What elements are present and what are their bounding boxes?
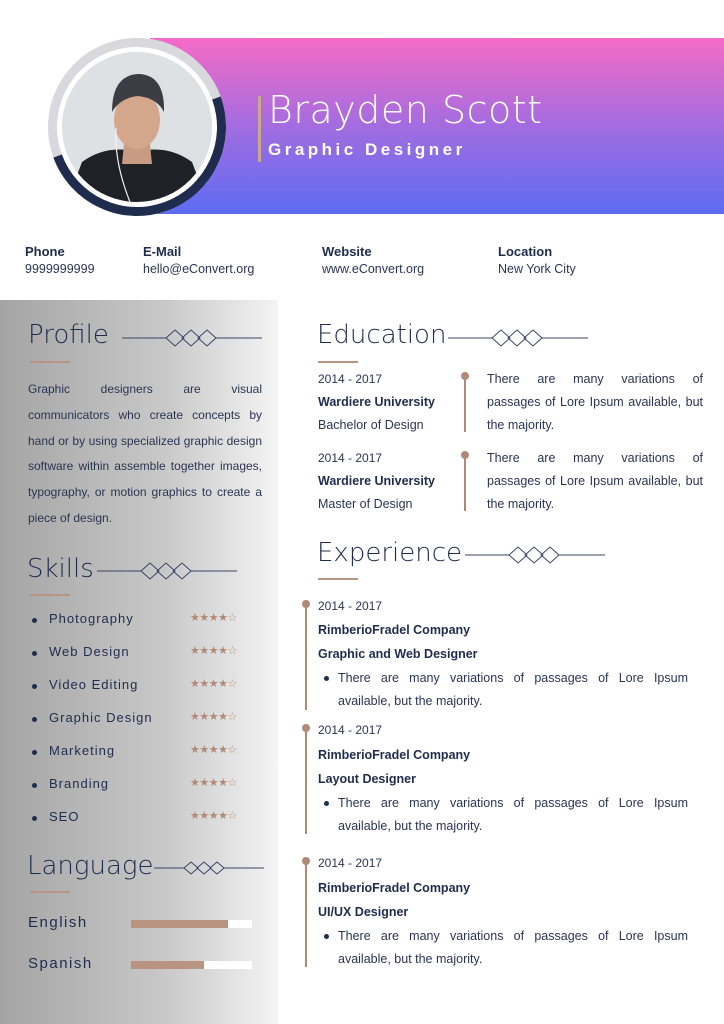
skill-item [32,743,248,763]
star-filled-icon: ★ [190,645,200,657]
contact-label: Phone [25,244,65,259]
education-heading: Education [317,320,447,350]
contact-label: Location [498,244,553,259]
experience-company: RimberioFradel Company [318,881,471,895]
experience-description: There are many variations of passages of Lore Ipsum available, but the majority. [338,796,688,833]
contact-phone [25,244,95,276]
timeline-line [305,863,307,967]
section-underline [30,891,70,893]
section-underline [318,361,358,363]
star-empty-icon: ☆ [227,744,237,756]
contact-value: hello@eConvert.org [143,262,255,276]
experience-dates: 2014 - 2017 [318,856,383,870]
star-filled-icon: ★ [218,678,228,690]
experience-company: RimberioFradel Company [318,748,471,762]
contact-location [498,244,576,276]
skill-name: Video Editing [49,677,139,692]
star-filled-icon: ★ [218,711,228,723]
star-empty-icon: ☆ [227,711,237,723]
diamond-ornament [97,561,237,581]
star-empty-icon: ☆ [227,678,237,690]
star-empty-icon: ☆ [227,810,237,822]
bullet-point [32,717,37,722]
job-title: Graphic Designer [268,140,466,159]
bullet-point [324,676,329,681]
language-level-fill [131,961,204,969]
skill-name: Photography [49,611,134,626]
avatar [62,52,212,202]
star-filled-icon: ★ [199,711,209,723]
language-heading: Language [27,851,154,881]
experience-dates: 2014 - 2017 [318,599,383,613]
star-filled-icon: ★ [199,777,209,789]
skill-name: Web Design [49,644,130,659]
education-degree: Bachelor of Design [318,418,424,432]
skill-rating [190,677,237,690]
bullet-point [32,684,37,689]
language-level-fill [131,920,228,928]
section-underline [318,578,358,580]
diamond-ornament [465,545,605,565]
resume-name: Brayden Scott [268,88,543,132]
contact-website [322,244,424,276]
contact-value: www.eConvert.org [322,262,425,276]
education-school: Wardiere University [318,474,435,488]
skill-item [32,644,248,664]
profile-text: Graphic designers are visual communicators who create concepts by hand or by using specialized graphic design software within assemble together images, typography, or motion graphics to create a piece of design. [28,382,262,525]
experience-dates: 2014 - 2017 [318,723,383,737]
skill-rating [190,611,237,624]
star-filled-icon: ★ [199,810,209,822]
star-empty-icon: ☆ [227,645,237,657]
experience-role: Layout Designer [318,772,416,786]
contact-value: New York City [498,262,576,276]
education-description: There are many variations of passages of Lore Ipsum available, but the majority. [487,372,703,432]
star-empty-icon: ☆ [227,612,237,624]
name-divider [258,96,261,162]
star-filled-icon: ★ [208,810,219,822]
skill-name: Branding [49,776,110,791]
skill-item [32,776,248,796]
skill-rating [190,776,237,789]
star-filled-icon: ★ [190,810,200,822]
section-underline [30,594,70,596]
bullet-point [324,934,329,939]
contact-value: 9999999999 [25,262,95,276]
star-filled-icon: ★ [218,612,228,624]
star-filled-icon: ★ [199,678,209,690]
diamond-ornament [154,858,264,878]
skill-name: Marketing [49,743,116,758]
skill-rating [190,743,237,756]
experience-role: Graphic and Web Designer [318,647,478,661]
language-level-bar [131,961,252,969]
star-filled-icon: ★ [199,612,209,624]
star-filled-icon: ★ [208,744,219,756]
timeline-line [464,457,466,511]
skill-item [32,809,248,829]
star-empty-icon: ☆ [227,777,237,789]
skill-rating [190,809,237,822]
skill-item [32,677,248,697]
skill-rating [190,644,237,657]
education-description: There are many variations of passages of Lore Ipsum available, but the majority. [487,451,703,511]
skill-item [32,611,248,631]
experience-description: There are many variations of passages of Lore Ipsum available, but the majority. [338,671,688,708]
star-filled-icon: ★ [190,612,200,624]
diamond-ornament [448,328,588,348]
bullet-point [32,618,37,623]
bullet-point [32,816,37,821]
language-name: English [28,914,88,931]
language-level-bar [131,920,252,928]
skills-heading: Skills [27,554,94,584]
skill-name: SEO [49,809,80,824]
timeline-line [464,378,466,432]
star-filled-icon: ★ [208,612,219,624]
star-filled-icon: ★ [208,711,219,723]
education-school: Wardiere University [318,395,435,409]
section-underline [30,361,70,363]
language-name: Spanish [28,955,93,972]
timeline-line [305,730,307,834]
star-filled-icon: ★ [190,777,200,789]
star-filled-icon: ★ [208,678,219,690]
star-filled-icon: ★ [199,744,209,756]
bullet-point [324,801,329,806]
star-filled-icon: ★ [199,645,209,657]
star-filled-icon: ★ [190,744,200,756]
star-filled-icon: ★ [208,777,219,789]
education-dates: 2014 - 2017 [318,372,383,386]
star-filled-icon: ★ [208,645,219,657]
education-degree: Master of Design [318,497,413,511]
skill-name: Graphic Design [49,710,153,725]
timeline-line [305,606,307,710]
bullet-point [32,750,37,755]
skill-item [32,710,248,730]
profile-heading: Profile [28,320,109,350]
star-filled-icon: ★ [218,645,228,657]
contact-label: E-Mail [143,244,182,259]
star-filled-icon: ★ [218,810,228,822]
contact-label: Website [322,244,372,259]
bullet-point [32,651,37,656]
experience-role: UI/UX Designer [318,905,409,919]
bullet-point [32,783,37,788]
star-filled-icon: ★ [190,678,200,690]
star-filled-icon: ★ [218,777,228,789]
skill-rating [190,710,237,723]
education-dates: 2014 - 2017 [318,451,383,465]
experience-company: RimberioFradel Company [318,623,471,637]
experience-heading: Experience [317,538,462,568]
experience-description: There are many variations of passages of Lore Ipsum available, but the majority. [338,929,688,966]
star-filled-icon: ★ [190,711,200,723]
diamond-ornament [122,328,262,348]
star-filled-icon: ★ [218,744,228,756]
contact-email [143,244,254,276]
